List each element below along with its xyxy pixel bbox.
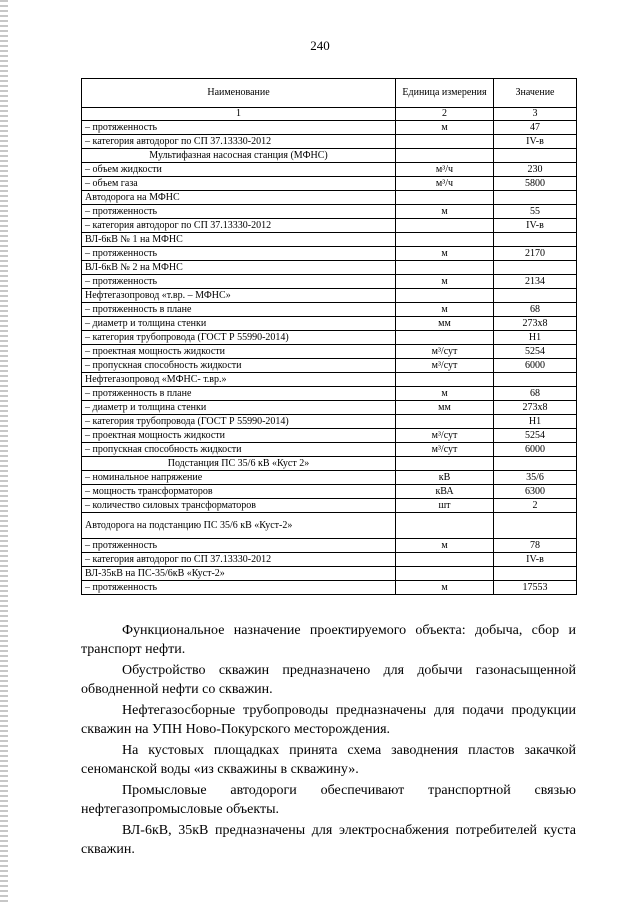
- row-value: 47: [494, 121, 577, 135]
- row-value: [494, 233, 577, 247]
- row-unit: [396, 219, 494, 233]
- binding-edge: [0, 0, 8, 905]
- table-row: [82, 121, 577, 135]
- row-unit: [396, 261, 494, 275]
- table-row: [82, 191, 577, 205]
- row-unit: [396, 415, 494, 429]
- row-name: Мультифазная насосная станция (МФНС): [82, 149, 396, 163]
- table-row: [82, 567, 577, 581]
- row-name: – объем жидкости: [82, 163, 396, 177]
- row-name: – протяженность: [82, 275, 396, 289]
- table-row: [82, 513, 577, 539]
- row-unit: м³/сут: [396, 443, 494, 457]
- row-value: 230: [494, 163, 577, 177]
- row-value: IV-в: [494, 553, 577, 567]
- row-value: 273х8: [494, 317, 577, 331]
- table-row: [82, 135, 577, 149]
- row-name: – количество силовых трансформаторов: [82, 499, 396, 513]
- row-name: Нефтегазопровод «МФНС- т.вр.»: [82, 373, 396, 387]
- row-unit: [396, 135, 494, 149]
- paragraph: Промысловые автодороги обеспечивают транспортной связью нефтегазопромысловые объекты.: [81, 783, 576, 817]
- row-name: – категория автодорог по СП 37.13330-2012: [82, 553, 396, 567]
- table-row: [82, 553, 577, 567]
- header-value: Значение: [494, 79, 577, 108]
- row-value: 17553: [494, 581, 577, 595]
- column-number: 2: [396, 108, 494, 121]
- row-unit: [396, 513, 494, 539]
- row-unit: кВА: [396, 485, 494, 499]
- row-name: – диаметр и толщина стенки: [82, 317, 396, 331]
- row-name: Автодорога на подстанцию ПС 35/6 кВ «Куст-2»: [82, 513, 396, 539]
- row-name: – категория автодорог по СП 37.13330-2012: [82, 135, 396, 149]
- row-name: Нефтегазопровод «т.вр. – МФНС»: [82, 289, 396, 303]
- row-value: [494, 191, 577, 205]
- table-row: [82, 485, 577, 499]
- row-name: – пропускная способность жидкости: [82, 443, 396, 457]
- row-name: – протяженность: [82, 247, 396, 261]
- row-unit: [396, 191, 494, 205]
- row-value: [494, 513, 577, 539]
- table-row: [82, 415, 577, 429]
- row-value: [494, 261, 577, 275]
- paragraph: Обустройство скважин предназначено для добычи газонасыщенной обводненной нефти со скважин.: [81, 663, 576, 697]
- row-name: – протяженность: [82, 539, 396, 553]
- row-value: [494, 289, 577, 303]
- row-unit: м: [396, 539, 494, 553]
- row-unit: кВ: [396, 471, 494, 485]
- table-row: [82, 539, 577, 553]
- row-value: 5800: [494, 177, 577, 191]
- row-unit: м³/сут: [396, 345, 494, 359]
- row-unit: [396, 373, 494, 387]
- row-unit: [396, 457, 494, 471]
- row-name: – диаметр и толщина стенки: [82, 401, 396, 415]
- table-row: [82, 317, 577, 331]
- table-row: [82, 387, 577, 401]
- row-unit: м: [396, 247, 494, 261]
- row-name: – протяженность: [82, 205, 396, 219]
- row-value: IV-в: [494, 135, 577, 149]
- body-text: [81, 621, 576, 861]
- header-unit: Единица измерения: [396, 79, 494, 108]
- row-value: Н1: [494, 415, 577, 429]
- row-name: – проектная мощность жидкости: [82, 429, 396, 443]
- row-value: 68: [494, 303, 577, 317]
- table-row: [82, 247, 577, 261]
- table-row: [82, 471, 577, 485]
- table-row: [82, 359, 577, 373]
- table-row: [82, 303, 577, 317]
- parameters-table: [81, 78, 577, 595]
- table-row: [82, 429, 577, 443]
- table-header-row: [82, 79, 577, 108]
- row-unit: [396, 553, 494, 567]
- row-value: [494, 567, 577, 581]
- row-value: IV-в: [494, 219, 577, 233]
- column-number: 3: [494, 108, 577, 121]
- row-name: – категория трубопровода (ГОСТ Р 55990-2014): [82, 415, 396, 429]
- table-row: [82, 345, 577, 359]
- table-row: [82, 443, 577, 457]
- row-unit: м: [396, 387, 494, 401]
- row-name: – мощность трансформаторов: [82, 485, 396, 499]
- row-value: 55: [494, 205, 577, 219]
- paragraph: Нефтегазосборные трубопроводы предназначены для подачи продукции скважин на УПН Ново-Покурского месторождения.: [81, 703, 576, 737]
- row-value: 5254: [494, 345, 577, 359]
- row-name: ВЛ-6кВ № 1 на МФНС: [82, 233, 396, 247]
- row-value: 2: [494, 499, 577, 513]
- row-name: Подстанция ПС 35/6 кВ «Куст 2»: [82, 457, 396, 471]
- table-row: [82, 499, 577, 513]
- row-value: 2170: [494, 247, 577, 261]
- row-name: Автодорога на МФНС: [82, 191, 396, 205]
- row-unit: м: [396, 581, 494, 595]
- table-row: [82, 331, 577, 345]
- table-row: [82, 149, 577, 163]
- row-value: Н1: [494, 331, 577, 345]
- row-name: – пропускная способность жидкости: [82, 359, 396, 373]
- row-name: – протяженность в плане: [82, 303, 396, 317]
- row-unit: шт: [396, 499, 494, 513]
- row-name: – объем газа: [82, 177, 396, 191]
- table-row: [82, 219, 577, 233]
- row-value: 78: [494, 539, 577, 553]
- row-unit: м: [396, 275, 494, 289]
- row-unit: м: [396, 121, 494, 135]
- row-value: 6000: [494, 443, 577, 457]
- header-name: Наименование: [82, 79, 396, 108]
- row-value: [494, 373, 577, 387]
- row-name: – протяженность: [82, 121, 396, 135]
- row-unit: [396, 289, 494, 303]
- row-name: – протяженность в плане: [82, 387, 396, 401]
- row-value: 273х8: [494, 401, 577, 415]
- row-unit: мм: [396, 317, 494, 331]
- row-unit: м³/ч: [396, 163, 494, 177]
- row-value: [494, 149, 577, 163]
- table-row: [82, 401, 577, 415]
- column-number-row: [82, 108, 577, 121]
- row-name: – номинальное напряжение: [82, 471, 396, 485]
- row-unit: м: [396, 303, 494, 317]
- row-unit: [396, 149, 494, 163]
- table-row: [82, 457, 577, 471]
- row-unit: [396, 331, 494, 345]
- row-unit: м³/ч: [396, 177, 494, 191]
- table-row: [82, 233, 577, 247]
- paragraph: ВЛ-6кВ, 35кВ предназначены для электроснабжения потребителей куста скважин.: [81, 823, 576, 857]
- row-value: 2134: [494, 275, 577, 289]
- row-unit: мм: [396, 401, 494, 415]
- row-unit: м: [396, 205, 494, 219]
- row-value: 5254: [494, 429, 577, 443]
- row-name: – категория трубопровода (ГОСТ Р 55990-2014): [82, 331, 396, 345]
- row-name: ВЛ-6кВ № 2 на МФНС: [82, 261, 396, 275]
- table-row: [82, 289, 577, 303]
- row-name: ВЛ-35кВ на ПС-35/6кВ «Куст-2»: [82, 567, 396, 581]
- table-row: [82, 373, 577, 387]
- table-row: [82, 261, 577, 275]
- paragraph: Функциональное назначение проектируемого объекта: добыча, сбор и транспорт нефти.: [81, 623, 576, 657]
- table-row: [82, 163, 577, 177]
- row-value: [494, 457, 577, 471]
- table-row: [82, 275, 577, 289]
- row-value: 68: [494, 387, 577, 401]
- column-number: 1: [82, 108, 396, 121]
- row-unit: м³/сут: [396, 429, 494, 443]
- row-name: – категория автодорог по СП 37.13330-2012: [82, 219, 396, 233]
- row-unit: м³/сут: [396, 359, 494, 373]
- row-value: 35/6: [494, 471, 577, 485]
- table-row: [82, 177, 577, 191]
- row-name: – протяженность: [82, 581, 396, 595]
- paragraph: На кустовых площадках принята схема заводнения пластов закачкой сеноманской воды «из скважины в скважину».: [81, 743, 576, 777]
- row-unit: [396, 233, 494, 247]
- page-number: 240: [310, 38, 330, 53]
- row-value: 6000: [494, 359, 577, 373]
- row-name: – проектная мощность жидкости: [82, 345, 396, 359]
- row-unit: [396, 567, 494, 581]
- table-row: [82, 581, 577, 595]
- table-row: [82, 205, 577, 219]
- row-value: 6300: [494, 485, 577, 499]
